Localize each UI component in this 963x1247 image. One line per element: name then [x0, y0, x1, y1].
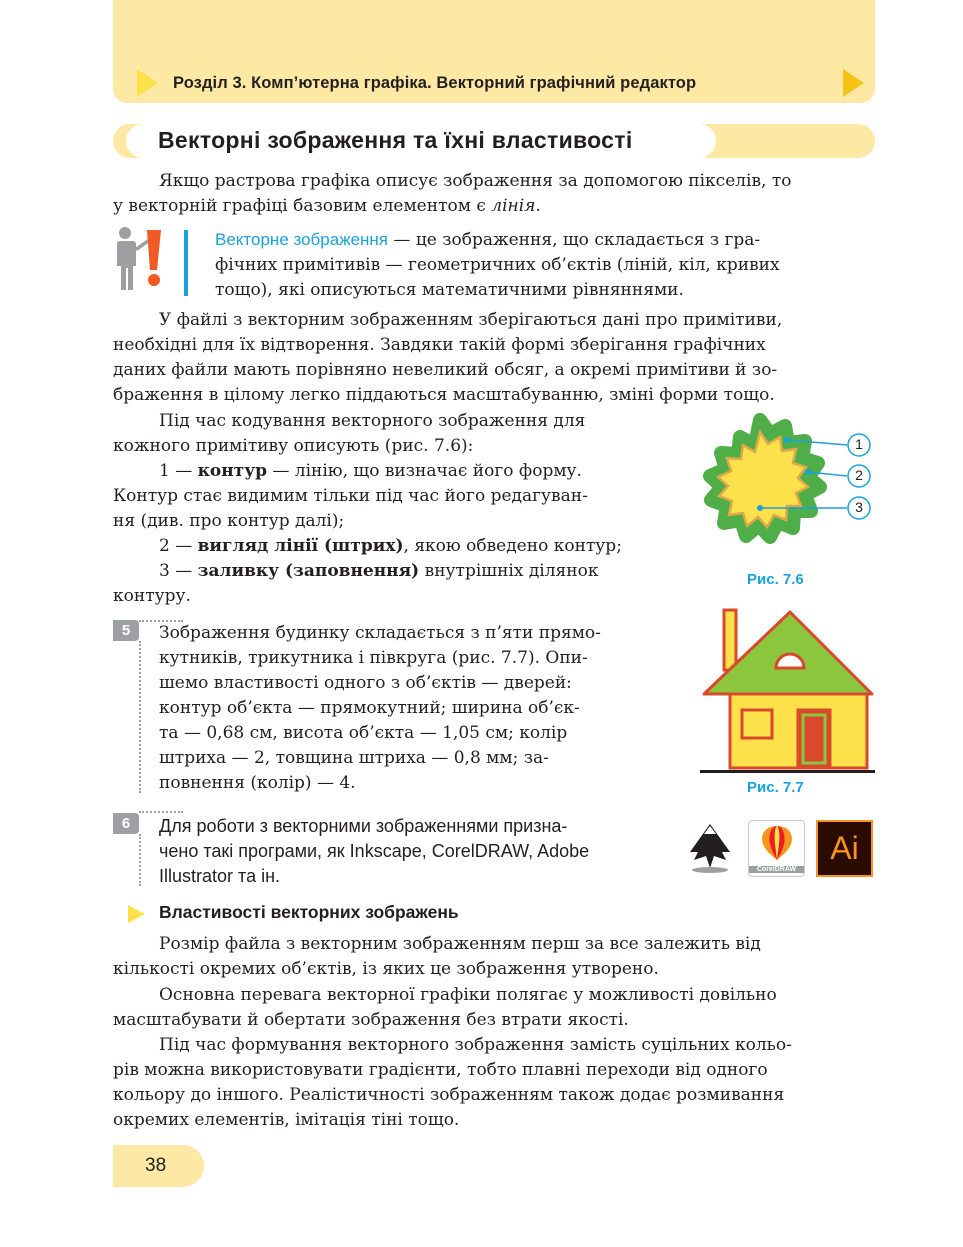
box-6-paragraph [159, 814, 665, 889]
gradient-paragraph [113, 1033, 875, 1133]
storage-line: браження в цілому легко піддаються масштабуванню, зміні форми тощо. [113, 385, 775, 405]
definition-line-1: Векторне зображення — це зображення, що складається з гра- [215, 230, 761, 250]
box-5-dotted-line [139, 641, 141, 793]
definition-accent-bar [184, 230, 188, 296]
box-5-line: контур об’єкта — прямокутний; ширина об’єк- [159, 698, 580, 718]
figure-label-3: 3 [855, 499, 863, 515]
box-5-line: та — 0,68 см, висота об’єкта — 1,05 см; колір [159, 723, 568, 743]
attention-person-icon [113, 226, 171, 292]
size-line: Розмір файла з векторним зображенням перш за все залежить від [159, 934, 761, 954]
box-5-line: кутників, трикутника і півкруга (рис. 7.7). Опи- [159, 648, 588, 668]
figure-7-6-caption: Рис. 7.6 [747, 571, 804, 588]
definition-line-2: фічних примітивів — геометричних об’єктів (ліній, кіл, кривих [215, 255, 780, 275]
gradient-line: кольору до іншого. Реалістичності зображенням також додає розмивання [113, 1085, 785, 1105]
box-5-paragraph [159, 621, 665, 796]
figure-7-7-ground [700, 770, 875, 773]
intro-paragraph [113, 169, 875, 219]
box-6-dotted-line [139, 834, 141, 886]
advantage-paragraph [113, 983, 875, 1033]
definition-line-3: тощо), які описуються математичними рівняннями. [215, 280, 684, 300]
gradient-line: рів можна використовувати градієнти, тобто плавні переходи від одного [113, 1060, 768, 1080]
coreldraw-label: CorelDRAW [749, 866, 804, 873]
coding-paragraph [113, 409, 666, 609]
illustrator-icon: Ai [816, 820, 873, 877]
coding-item-3: 3 — заливку (заповнення) внутрішніх ділянок [159, 561, 599, 581]
box-6-line: чено такі програми, як Inkscape, CorelDRAW, Adobe [159, 841, 590, 861]
box-5-line: шемо властивості одного з об’єктів — дверей: [159, 673, 572, 693]
definition-paragraph [215, 227, 875, 303]
coreldraw-balloon-icon [758, 824, 796, 864]
size-line: кількості окремих об’єктів, із яких це зображення утворено. [113, 959, 659, 979]
subsection-title: Властивості векторних зображень [159, 902, 459, 922]
section-title: Векторні зображення та їхні властивості [158, 127, 633, 153]
page-number: 38 [145, 1155, 167, 1176]
subsection-arrow-icon [128, 905, 145, 923]
gradient-line: окремих елементів, імітація тіні тощо. [113, 1110, 460, 1130]
coding-line: ня (див. про контур далі); [113, 511, 345, 531]
figure-7-7-caption: Рис. 7.7 [747, 779, 804, 796]
advantage-line: Основна перевага векторної графіки полягає у можливості довільно [159, 985, 777, 1005]
box-5-line: повнення (колір) — 4. [159, 773, 356, 793]
figure-7-7-house [700, 606, 875, 772]
header-left-arrow-icon [137, 69, 158, 97]
coreldraw-icon [748, 820, 805, 877]
coding-item-1: 1 — контур — лінію, що визначає його форму. [159, 461, 582, 481]
box-6-dotted-line [139, 811, 183, 813]
figure-label-1: 1 [855, 436, 863, 452]
coding-line: Контур стає видимим тільки під час його редагуван- [113, 486, 588, 506]
intro-line-2: у векторній графіці базовим елементом є лінія. [113, 196, 541, 216]
advantage-line: масштабувати й обертати зображення без втрати якості. [113, 1010, 629, 1030]
coding-line: контуру. [113, 586, 191, 606]
term-line: лінія [491, 196, 536, 216]
coding-item-2: 2 — вигляд лінії (штрих), якою обведено контур; [159, 536, 622, 556]
intro-line-1: Якщо растрова графіка описує зображення за допомогою пікселів, то [159, 171, 792, 191]
storage-line: необхідні для їх відтворення. Завдяки такій формі зберігання графічних [113, 335, 766, 355]
box-5-number: 5 [113, 620, 139, 641]
box-5-line: Зображення будинку складається з п’яти прямо- [159, 623, 601, 643]
gradient-line: Під час формування векторного зображення замість суцільних кольо- [159, 1035, 792, 1055]
coding-line: Під час кодування векторного зображення для [159, 411, 586, 431]
size-paragraph [113, 932, 875, 982]
chapter-title: Розділ 3. Комп’ютерна графіка. Векторний графічний редактор [173, 74, 697, 92]
box-6-line: Для роботи з векторними зображеннями призна- [159, 816, 568, 836]
inkscape-icon [682, 820, 739, 877]
definition-term: Векторне зображення [215, 230, 389, 249]
storage-line: У файлі з векторним зображенням зберігаються дані про примітиви, [159, 310, 783, 330]
box-6-line: Illustrator та ін. [159, 866, 281, 886]
storage-paragraph [113, 308, 875, 408]
header-right-arrow-icon [843, 69, 864, 97]
storage-line: даних файли мають порівняно невеликий обсяг, а окремі примітиви й зо- [113, 360, 778, 380]
box-6-number: 6 [113, 813, 139, 834]
box-5-line: штриха — 2, товщина штриха — 0,8 мм; за- [159, 748, 549, 768]
coding-line: кожного примітиву описують (рис. 7.6): [113, 436, 474, 456]
figure-label-2: 2 [855, 467, 863, 483]
figure-7-6-star [690, 412, 875, 567]
